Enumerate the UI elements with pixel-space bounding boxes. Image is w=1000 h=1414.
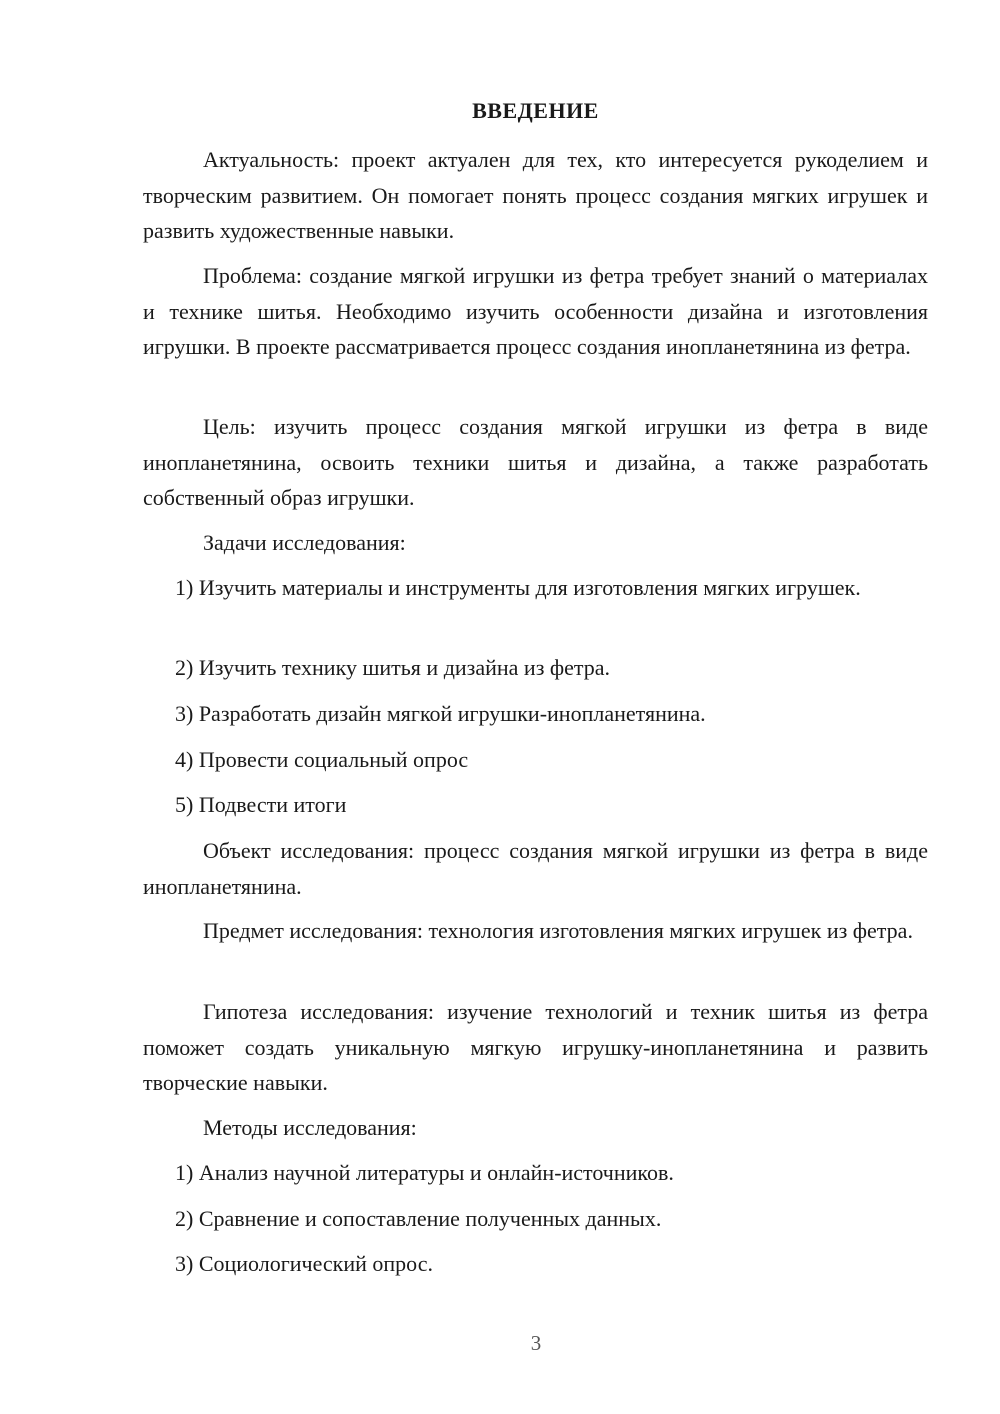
paragraph-goal: Цель: изучить процесс создания мягкой игрушки из фетра в виде инопланетянина, освоить техники шитья и дизайна, а также разработать собственный образ игрушки.	[143, 414, 928, 510]
paragraph-relevance: Актуальность: проект актуален для тех, кто интересуется рукоделием и творческим развитием. Он помогает понять процесс создания мягких игрушек и развить художественные навыки.	[143, 147, 928, 243]
task-item-4: 4) Провести социальный опрос	[175, 747, 469, 772]
paragraph-tasks-heading: Задачи исследования:	[203, 530, 406, 555]
paragraph-hypothesis: Гипотеза исследования: изучение технологий и техник шитья из фетра поможет создать уникальную мягкую игрушку-инопланетянина и развить творческие навыки.	[143, 999, 928, 1095]
method-item-3: 3) Социологический опрос.	[175, 1251, 433, 1276]
task-item-3: 3) Разработать дизайн мягкой игрушки-инопланетянина.	[175, 701, 706, 726]
paragraph-problem: Проблема: создание мягкой игрушки из фетра требует знаний о материалах и технике шитья. Необходимо изучить особенности дизайна и изготовления игрушки. В проекте рассматривается процесс создания инопланетянина из фетра.	[143, 263, 928, 359]
task-item-1: 1) Изучить материалы и инструменты для изготовления мягких игрушек.	[175, 575, 861, 600]
paragraph-methods-heading: Методы исследования:	[203, 1115, 417, 1140]
task-item-5: 5) Подвести итоги	[175, 792, 347, 817]
section-title: ВВЕДЕНИЕ	[472, 98, 599, 123]
paragraph-subject: Предмет исследования: технология изготовления мягких игрушек из фетра.	[203, 918, 913, 943]
method-item-1: 1) Анализ научной литературы и онлайн-источников.	[175, 1160, 674, 1185]
paragraph-object: Объект исследования: процесс создания мягкой игрушки из фетра в виде инопланетянина.	[143, 838, 928, 899]
page-number: 3	[530, 1331, 542, 1355]
method-item-2: 2) Сравнение и сопоставление полученных данных.	[175, 1206, 662, 1231]
task-item-2: 2) Изучить технику шитья и дизайна из фетра.	[175, 655, 611, 680]
